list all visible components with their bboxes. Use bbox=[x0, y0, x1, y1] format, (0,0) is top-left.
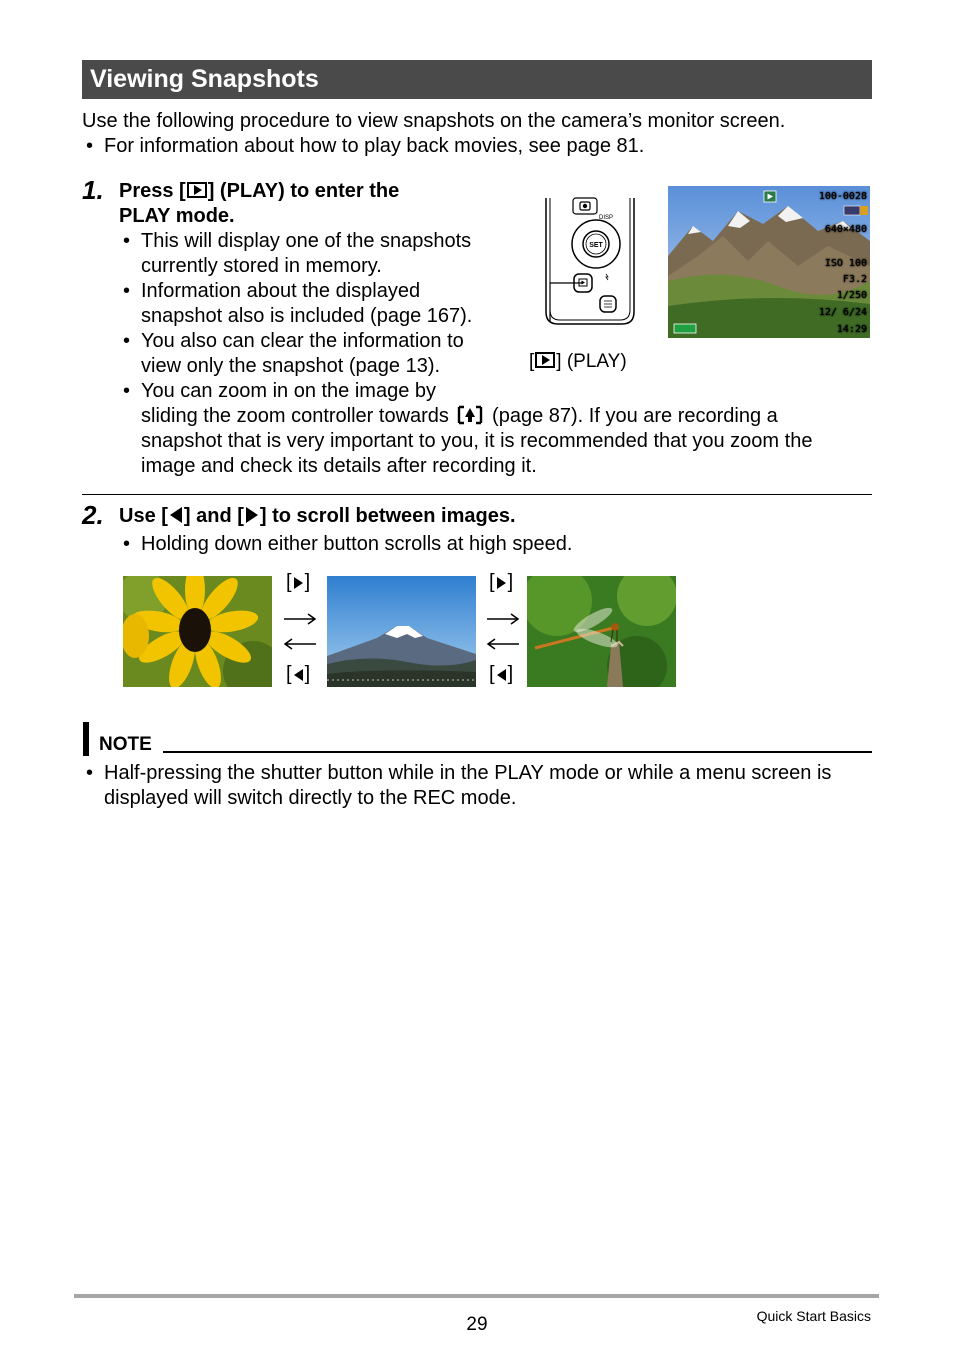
scroll-image-mountain bbox=[327, 576, 476, 687]
bullet-dot: • bbox=[123, 533, 131, 555]
step-1-bullet-3 bbox=[123, 329, 464, 354]
bullet-text: You also can clear the information to bbox=[141, 330, 464, 352]
monitor-snapshot bbox=[668, 186, 870, 338]
section-name: Quick Start Basics bbox=[756, 1308, 871, 1324]
step-1-title-line2: PLAY mode. bbox=[119, 205, 235, 227]
left-arrow-icon bbox=[497, 669, 506, 681]
bullet-text: Information about the displayed bbox=[141, 280, 421, 302]
bracket: [ bbox=[489, 571, 495, 593]
bullet-text: (page 87). If you are recording a bbox=[492, 405, 778, 427]
scroll-arrows-1 bbox=[282, 610, 318, 652]
arrow-right-icon bbox=[487, 614, 518, 624]
step-1-bullet-1 bbox=[123, 229, 472, 254]
note-rule bbox=[163, 751, 872, 753]
lcd-folder: 100-0028 bbox=[818, 191, 867, 202]
right-arrow-icon bbox=[246, 507, 258, 523]
footer-rule bbox=[74, 1294, 879, 1298]
left-button-label-2 bbox=[489, 662, 513, 687]
bracket: [ bbox=[286, 663, 292, 685]
lcd-shutter: 1/250 bbox=[836, 290, 867, 301]
section-title: Viewing Snapshots bbox=[82, 60, 872, 99]
set-label: SET bbox=[589, 242, 603, 249]
step-1-title bbox=[119, 179, 399, 204]
step-1-bullet-2 bbox=[123, 279, 421, 304]
step-2-title-b: ] and [ bbox=[183, 505, 244, 527]
step-1-bullet-2-cont: snapshot also is included (page 167). bbox=[141, 305, 473, 327]
play-caption-pre: [ bbox=[529, 351, 535, 372]
arrow-left-icon bbox=[488, 639, 519, 649]
play-icon bbox=[535, 352, 555, 368]
step-1-bullet-4-cont2: snapshot that is very important to you, it is recommended that you zoom the bbox=[141, 430, 813, 452]
bracket: ] bbox=[304, 663, 311, 685]
step-1-bullet-4-cont3: image and check its details after recording it. bbox=[141, 455, 537, 477]
dragonfly-image bbox=[527, 576, 676, 687]
step-1-number: 1. bbox=[82, 175, 104, 205]
camera-back-illustration bbox=[522, 194, 638, 328]
lcd-iso: ISO 100 bbox=[824, 258, 867, 269]
bullet-text: Holding down either button scrolls at high speed. bbox=[141, 533, 573, 555]
lcd-date: 12/ 6/24 bbox=[818, 307, 867, 318]
step-2-title-a: Use [ bbox=[119, 505, 168, 527]
left-arrow-icon bbox=[294, 669, 303, 681]
right-button-label-1 bbox=[286, 570, 310, 595]
note-text-line1: Half-pressing the shutter button while in the PLAY mode or while a menu screen is bbox=[104, 762, 832, 784]
flower-image bbox=[123, 576, 272, 687]
note-label: NOTE bbox=[99, 734, 152, 755]
step-2-title bbox=[119, 504, 516, 529]
bullet-dot: • bbox=[123, 330, 131, 352]
battery-icon bbox=[674, 324, 696, 333]
arrow-right-icon bbox=[284, 614, 315, 624]
scroll-image-dragonfly bbox=[527, 576, 676, 687]
bullet-dot: • bbox=[123, 280, 131, 302]
lcd-aperture: F3.2 bbox=[842, 274, 867, 285]
right-button-label-2 bbox=[489, 570, 513, 595]
step-1-bullet-1-cont: currently stored in memory. bbox=[141, 255, 382, 277]
bullet-dot: • bbox=[123, 380, 131, 402]
bracket: ] bbox=[507, 663, 514, 685]
step-2-title-c: ] to scroll between images. bbox=[259, 505, 516, 527]
bullet-dot: • bbox=[123, 230, 131, 252]
arrow-left-icon bbox=[285, 639, 316, 649]
bracket: [ bbox=[286, 571, 292, 593]
step-1-bullet-4 bbox=[123, 379, 437, 404]
play-caption-post: ] (PLAY) bbox=[556, 351, 627, 372]
step-2-bullet bbox=[123, 532, 573, 557]
step-2-number: 2. bbox=[82, 500, 104, 530]
play-icon bbox=[187, 182, 207, 198]
bracket: [ bbox=[489, 663, 495, 685]
step-1-bullet-4-cont bbox=[141, 404, 778, 429]
intro-text: Use the following procedure to view snapshots on the camera’s monitor screen. bbox=[82, 110, 786, 132]
step-divider bbox=[82, 494, 872, 495]
bracket: ] bbox=[304, 571, 311, 593]
page-number: 29 bbox=[466, 1314, 488, 1335]
step-1-bullet-3-cont: view only the snapshot (page 13). bbox=[141, 355, 441, 377]
note-item-cont: displayed will switch directly to the REC mode. bbox=[104, 787, 517, 809]
play-caption bbox=[529, 349, 627, 374]
bracket: ] bbox=[507, 571, 514, 593]
lcd-time: 14:29 bbox=[836, 324, 867, 335]
intro-bullet-text: For information about how to play back movies, see page 81. bbox=[104, 135, 645, 157]
step-1-title-pre: Press [ bbox=[119, 180, 186, 202]
bullet-text: sliding the zoom controller towards bbox=[141, 405, 449, 427]
mountain-landscape-image bbox=[668, 186, 870, 338]
step-1-title-post: ] (PLAY) to enter the bbox=[207, 180, 400, 202]
intro-bullet bbox=[86, 134, 645, 159]
fuji-image bbox=[327, 576, 476, 687]
note-marker bbox=[83, 722, 89, 756]
zoom-tele-icon bbox=[456, 405, 484, 425]
left-button-label-1 bbox=[286, 662, 310, 687]
scroll-arrows-2 bbox=[485, 610, 521, 652]
left-arrow-icon bbox=[170, 507, 182, 523]
note-item bbox=[86, 761, 832, 786]
right-arrow-icon bbox=[497, 577, 506, 589]
bullet-text: This will display one of the snapshots bbox=[141, 230, 472, 252]
bullet-text: You can zoom in on the image by bbox=[141, 380, 437, 402]
lcd-size: 640×480 bbox=[824, 224, 867, 235]
scroll-image-flower bbox=[123, 576, 272, 687]
bullet-dot: • bbox=[86, 135, 94, 157]
right-arrow-icon bbox=[294, 577, 303, 589]
bullet-dot: • bbox=[86, 762, 94, 784]
disp-label: DISP bbox=[599, 215, 614, 221]
